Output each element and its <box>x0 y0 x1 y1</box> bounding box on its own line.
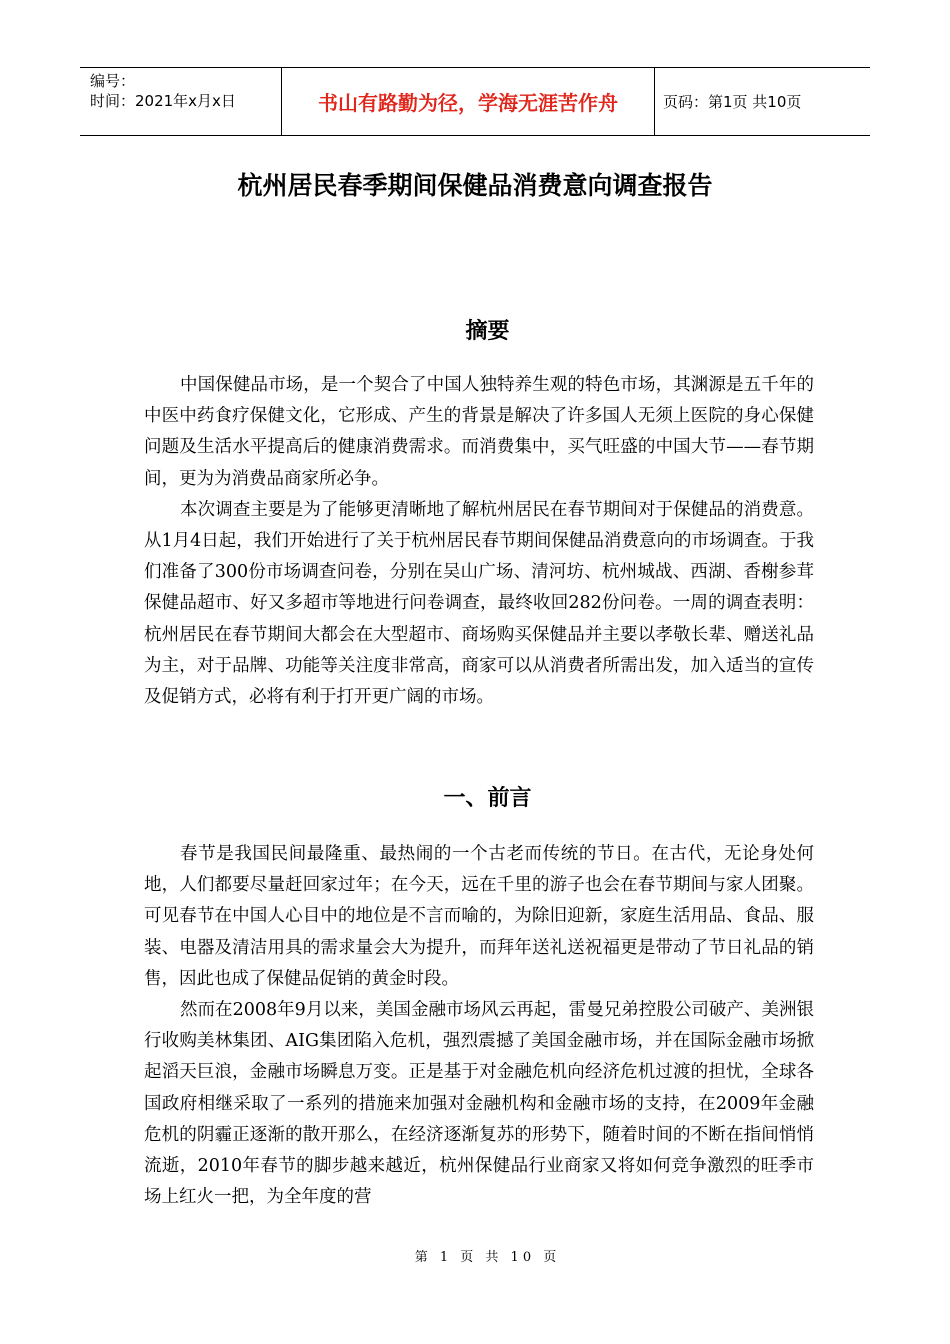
abstract-paragraph: 中国保健品市场，是一个契合了中国人独特养生观的特色市场，其渊源是五千年的中医中药食疗保健文化，它形成、产生的背景是解决了许多国人无须上医院的身心保健问题及生活水平提高后的健康消费需求。而消费集中，买气旺盛的中国大节——春节期间，更为为消费品商家所必争。 <box>144 375 814 489</box>
header-meta <box>80 68 281 135</box>
document-date: 时间：2021年x月x日 <box>90 92 236 110</box>
abstract-heading: 摘要 <box>465 319 510 344</box>
document-number: 编号： <box>90 72 136 90</box>
preface-heading: 一、前言 <box>443 786 532 811</box>
document-title: 杭州居民春季期间保健品消费意向调查报告 <box>237 171 713 200</box>
preface-body <box>144 839 814 1213</box>
abstract-body <box>144 370 814 713</box>
preface-paragraph: 然而在2008年9月以来，美国金融市场风云再起，雷曼兄弟控股公司破产、美洲银行收购美林集团、AIG集团陷入危机，强烈震撼了美国金融市场，并在国际金融市场掀起滔天巨浪，金融市场瞬息万变。正是基于对金融危机向经济危机过渡的担忧，全球各国政府相继采取了一系列的措施来加强对金融机构和金融市场的支持，在2009年金融危机的阴霾正逐渐的散开那么，在经济逐渐复苏的形势下，随着时间的不断在指间悄悄流逝，2010年春节的脚步越来越近，杭州保健品行业商家又将如何竞争激烈的旺季市场上红火一把，为全年度的营 <box>144 1000 814 1208</box>
page-footer: 第 1 页 共 10 页 <box>414 1250 561 1265</box>
document-header <box>80 67 870 136</box>
preface-paragraph: 春节是我国民间最隆重、最热闹的一个古老而传统的节日。在古代，无论身处何地，人们都要尽量赶回家过年；在今天，远在千里的游子也会在春节期间与家人团聚。可见春节在中国人心目中的地位是不言而喻的，为除旧迎新，家庭生活用品、食品、服装、电器及清洁用具的需求量会大为提升，而拜年送礼送祝福更是带动了节日礼品的销售，因此也成了保健品促销的黄金时段。 <box>144 844 814 989</box>
header-motto: 书山有路勤为径，学海无涯苦作舟 <box>281 68 655 135</box>
abstract-paragraph: 本次调查主要是为了能够更清晰地了解杭州居民在春节期间对于保健品的消费意。从1月4日起，我们开始进行了关于杭州居民春节期间保健品消费意向的市场调查。于我们准备了300份市场调查问卷，分别在吴山广场、清河坊、杭州城战、西湖、香榭参茸保健品超市、好又多超市等地进行问卷调查，最终收回282份问卷。一周的调查表明：杭州居民在春节期间大都会在大型超市、商场购买保健品并主要以孝敬长辈、赠送礼品为主，对于品牌、功能等关注度非常高，商家可以从消费者所需出发，加入适当的宣传及促销方式，必将有利于打开更广阔的市场。 <box>144 499 814 708</box>
header-page-info: 页码：第1页 共10页 <box>663 93 802 111</box>
